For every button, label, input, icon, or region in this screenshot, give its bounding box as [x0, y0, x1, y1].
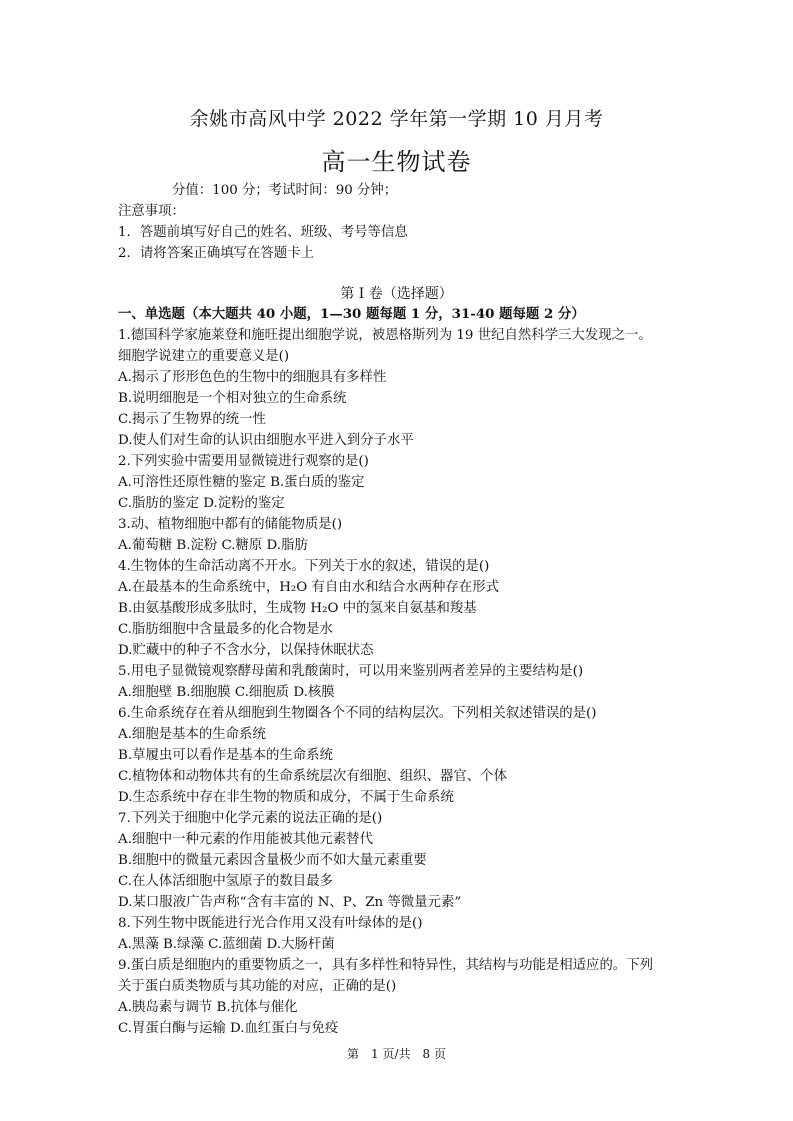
- question-line: 1.德国科学家施莱登和施旺提出细胞学说，被恩格斯列为 19 世纪自然科学三大发现之一。: [118, 328, 652, 343]
- option-line: A.细胞壁 B.细胞膜 C.细胞质 D.核膜: [118, 685, 335, 700]
- option-line: A.葡萄糖 B.淀粉 C.糖原 D.脂肪: [118, 538, 308, 553]
- page-footer: 第 1 页/共 8 页: [347, 1047, 446, 1061]
- option-line: C.脂肪的鉴定 D.淀粉的鉴定: [118, 496, 285, 511]
- option-line: D.使人们对生命的认识由细胞水平进入到分子水平: [118, 433, 414, 448]
- option-line: D.生态系统中存在非生物的物质和成分，不属于生命系统: [118, 790, 454, 805]
- question-line: 9.蛋白质是细胞内的重要物质之一，具有多样性和特异性，其结构与功能是相适应的。下列: [118, 958, 654, 973]
- question-line: 8.下列生物中既能进行光合作用又没有叶绿体的是(): [118, 916, 423, 931]
- option-line: C.脂肪细胞中含量最多的化合物是水: [118, 622, 333, 637]
- option-line: C.在人体活细胞中氢原子的数目最多: [118, 874, 333, 889]
- option-line: D.贮藏中的种子不含水分，以保持休眠状态: [118, 643, 374, 658]
- note-1: 1．答题前填写好自己的姓名、班级、考号等信息: [118, 225, 408, 240]
- option-line: B.草履虫可以看作是基本的生命系统: [118, 748, 333, 763]
- question-line: 2.下列实验中需要用显微镜进行观察的是(): [118, 454, 369, 469]
- option-line: C.植物体和动物体共有的生命系统层次有细胞、组织、器官、个体: [118, 769, 507, 784]
- part-heading: 一、单选题（本大题共 40 小题，1—30 题每题 1 分，31-40 题每题 2 分）: [118, 306, 585, 322]
- option-line: D.某口服液广告声称“含有丰富的 N、P、Zn 等微量元素”: [118, 895, 462, 910]
- option-line: A.在最基本的生命系统中，H₂O 有自由水和结合水两种存在形式: [118, 580, 499, 595]
- option-line: B.说明细胞是一个相对独立的生命系统: [118, 391, 347, 406]
- note-2: 2．请将答案正确填写在答题卡上: [118, 246, 314, 261]
- option-line: A.细胞中一种元素的作用能被其他元素替代: [118, 832, 373, 847]
- question-line: 5.用电子显微镜观察酵母菌和乳酸菌时，可以用来鉴别两者差异的主要结构是(): [118, 664, 584, 679]
- option-line: B.细胞中的微量元素因含量极少而不如大量元素重要: [118, 853, 427, 868]
- notes-label: 注意事项：: [118, 204, 185, 219]
- question-line: 4.生物体的生命活动离不开水。下列关于水的叙述，错误的是(): [118, 559, 490, 574]
- question-line: 7.下列关于细胞中化学元素的说法正确的是(): [118, 811, 383, 826]
- question-line: 3.动、植物细胞中都有的储能物质是(): [118, 517, 343, 532]
- option-line: B.由氨基酸形成多肽时，生成物 H₂O 中的氢来自氨基和羧基: [118, 601, 477, 616]
- option-line: C.胃蛋白酶与运输 D.血红蛋白与免疫: [118, 1021, 339, 1036]
- question-line: 6.生命系统存在着从细胞到生物圈各个不同的结构层次。下列相关叙述错误的是(): [118, 706, 597, 721]
- option-line: A.揭示了形形色色的生物中的细胞具有多样性: [118, 370, 387, 385]
- option-line: A.胰岛素与调节 B.抗体与催化: [118, 1000, 298, 1015]
- exam-subtitle: 高一生物试卷: [321, 148, 472, 176]
- option-line: A.黑藻 B.绿藻 C.蓝细菌 D.大肠杆菌: [118, 937, 335, 952]
- section-title: 第 I 卷（选择题）: [340, 286, 453, 302]
- exam-meta: 分值：100 分；考试时间：90 分钟；: [172, 183, 398, 198]
- option-line: A.可溶性还原性糖的鉴定 B.蛋白质的鉴定: [118, 475, 365, 490]
- option-line: C.揭示了生物界的统一性: [118, 412, 266, 427]
- question-line: 关于蛋白质类物质与其功能的对应，正确的是(): [118, 979, 397, 994]
- option-line: A.细胞是基本的生命系统: [118, 727, 266, 742]
- exam-title: 余姚市高风中学 2022 学年第一学期 10 月月考: [189, 108, 604, 130]
- question-line: 细胞学说建立的重要意义是(): [118, 349, 290, 364]
